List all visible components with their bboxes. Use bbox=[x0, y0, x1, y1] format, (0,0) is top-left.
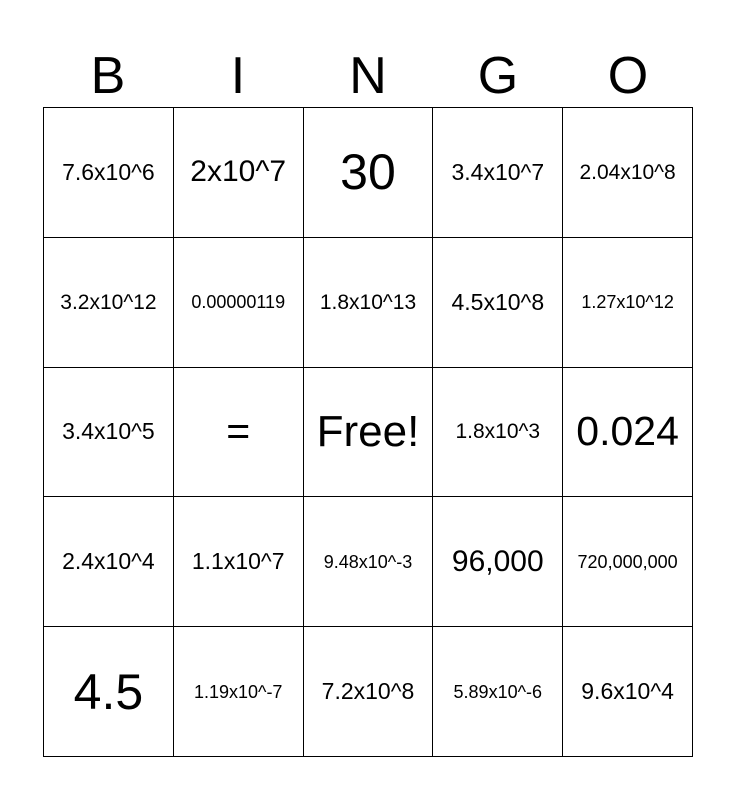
bingo-cell[interactable]: 720,000,000 bbox=[563, 497, 693, 627]
bingo-cell[interactable]: 4.5 bbox=[44, 627, 174, 757]
bingo-cell[interactable]: 7.6x10^6 bbox=[44, 108, 174, 238]
header-letter-n: N bbox=[349, 47, 387, 105]
bingo-cell[interactable]: 4.5x10^8 bbox=[433, 238, 563, 368]
bingo-cell[interactable]: 5.89x10^-6 bbox=[433, 627, 563, 757]
header-letter-b: B bbox=[90, 47, 126, 105]
bingo-cell[interactable]: 3.2x10^12 bbox=[44, 238, 174, 368]
bingo-cell[interactable]: 1.1x10^7 bbox=[174, 497, 304, 627]
bingo-cell[interactable]: 1.19x10^-7 bbox=[174, 627, 304, 757]
bingo-cell[interactable]: = bbox=[174, 368, 304, 498]
bingo-cell[interactable]: 9.48x10^-3 bbox=[304, 497, 434, 627]
free-space-cell[interactable]: Free! bbox=[304, 368, 434, 498]
bingo-cell[interactable]: 1.8x10^3 bbox=[433, 368, 563, 498]
header-letter-o: O bbox=[607, 47, 649, 105]
bingo-cell[interactable]: 0.024 bbox=[563, 368, 693, 498]
header-letter-g: G bbox=[477, 47, 519, 105]
bingo-board bbox=[43, 107, 693, 757]
bingo-cell[interactable]: 9.6x10^4 bbox=[563, 627, 693, 757]
bingo-cell[interactable]: 2.4x10^4 bbox=[44, 497, 174, 627]
bingo-cell[interactable]: 3.4x10^5 bbox=[44, 368, 174, 498]
bingo-cell[interactable]: 1.27x10^12 bbox=[563, 238, 693, 368]
bingo-cell[interactable]: 7.2x10^8 bbox=[304, 627, 434, 757]
bingo-cell[interactable]: 1.8x10^13 bbox=[304, 238, 434, 368]
bingo-header bbox=[43, 44, 693, 108]
bingo-cell[interactable]: 2.04x10^8 bbox=[563, 108, 693, 238]
header-letter-i: I bbox=[230, 47, 246, 105]
bingo-cell[interactable]: 96,000 bbox=[433, 497, 563, 627]
bingo-cell[interactable]: 3.4x10^7 bbox=[433, 108, 563, 238]
bingo-cell[interactable]: 30 bbox=[304, 108, 434, 238]
bingo-cell[interactable]: 0.00000119 bbox=[174, 238, 304, 368]
bingo-cell[interactable]: 2x10^7 bbox=[174, 108, 304, 238]
